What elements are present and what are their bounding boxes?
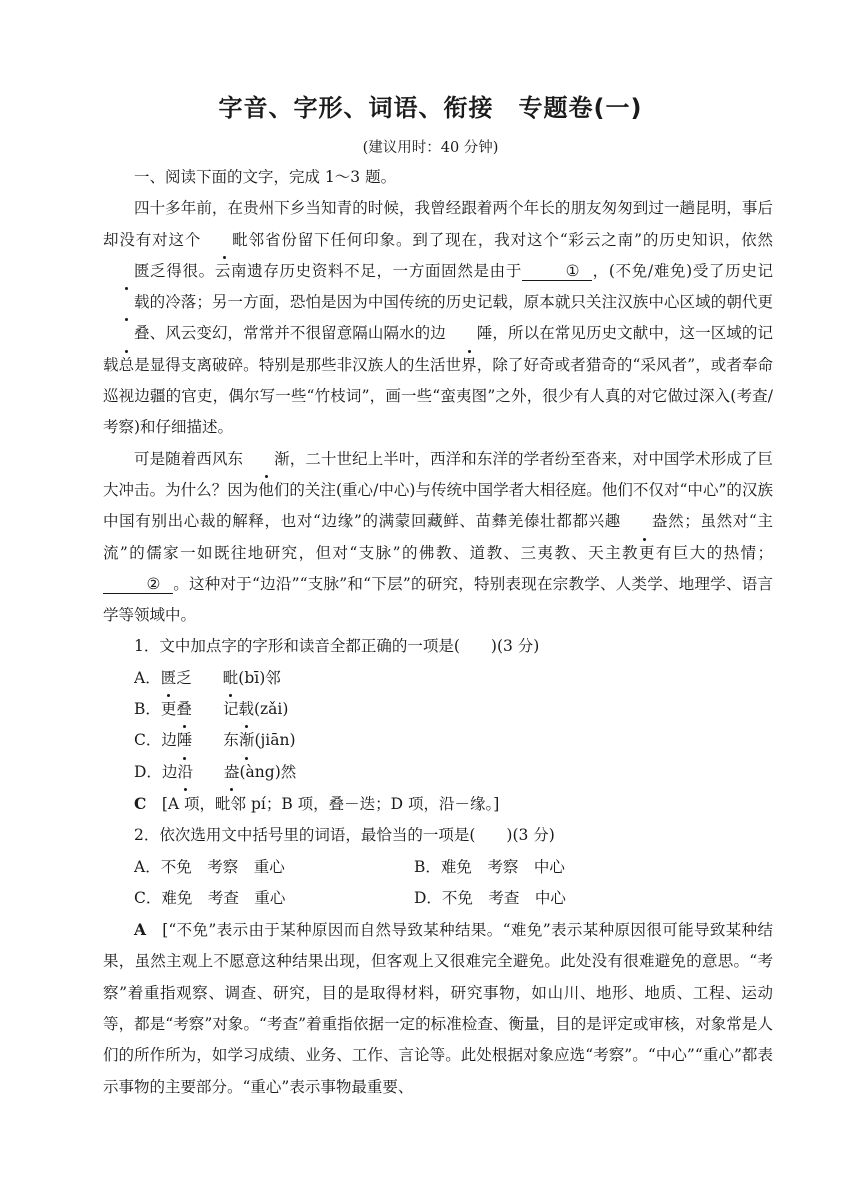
text-run: 、风云变幻，常常并不很留意隔山隔水的边 — [149, 324, 446, 343]
spacer — [192, 731, 223, 749]
dotted-char: 渐 — [243, 444, 290, 475]
question-2-stem: 2．依次选用文中括号里的词语，最恰当的一项是( )(3 分) — [134, 826, 555, 845]
spacer — [192, 700, 223, 718]
document-body — [103, 162, 773, 1103]
option-label: C． — [134, 731, 162, 750]
text-run: 更 — [160, 700, 177, 719]
text-run: 。这种对于“边沿”“支脉”和“下层”的研究，特别表现在宗教学、人类学、地理学、语言学等领域中。 — [103, 574, 773, 625]
dotted-char: 载 — [103, 287, 150, 318]
option-label: D． — [134, 762, 162, 781]
fill-blank-2: ② — [103, 575, 173, 594]
q2-option-c: C．难免 考查 重心 — [134, 888, 286, 907]
fill-blank-1: ① — [522, 262, 592, 281]
dotted-char: 盎 — [224, 757, 240, 788]
dotted-char: 匮 — [103, 256, 150, 287]
question-1-stem: 1．文中加点字的字形和读音全都正确的一项是( )(3 分) — [134, 637, 540, 656]
text-run: 东 — [223, 731, 239, 750]
answer-explanation: [A 项，毗邻 pí；B 项，叠－迭；D 项，沿－缘。] — [146, 794, 500, 813]
q2-options — [103, 852, 773, 915]
page-title: 字音、字形、词语、衔接 专题卷(一) — [218, 94, 643, 122]
q1-option-b — [103, 694, 773, 725]
answer-explanation: [“不免”表示由于某种原因而自然导致某种结果。“难免”表示某种原因很可能导致某种结果，虽然主观上不愿意这种结果出现，但客观上又很难完全避免。此处没有很难避免的意思。“考察”着重指观察、调查、研究，目的是取得材料，研究事物，如山川、地形、地质、工程、运动等，都是“考察”对象。“考查”着重指依据一定的标准检查、衡量，目的是评定或审核，对象常是人们的所作所为，如学习成绩、业务、工作、言论等。此处根据对象应选“考察”。“中心”“重心”都表示事物的主要部分。“重心”表示事物最重要、 — [103, 921, 773, 1096]
suggested-time: (建议用时：40 分钟) — [362, 140, 499, 156]
text-run: 邻省份留下任何印象。到了现在，我对这个“彩云之南”的历史知识，依然 — [247, 230, 773, 249]
q1-option-a — [103, 663, 773, 694]
dotted-char: 毗 — [223, 663, 239, 694]
passage-paragraph-1 — [103, 193, 773, 443]
text-run: 边 — [161, 731, 177, 750]
dotted-char: 沿 — [177, 757, 193, 788]
text-run: (jiān) — [254, 731, 296, 750]
answer-letter: A — [134, 920, 147, 940]
text-run: (àng)然 — [239, 762, 297, 781]
q2-option-a: A．不免 考察 重心 — [134, 857, 285, 876]
text-run: 边 — [161, 762, 178, 781]
dotted-char: 叠 — [176, 694, 192, 725]
text-run: 记 — [222, 700, 239, 719]
text-run: 乏 — [176, 668, 192, 687]
text-run: 四十多年前，在贵州下乡当知青的时候，我曾经跟着两个年长的朋友匆匆到过一趟昆明，事后却没有对这个 — [103, 199, 773, 249]
text-run: 可是随着西风东 — [134, 449, 244, 468]
text-run: 乏得很。云南遗存历史资料不足，一方面固然是由于 — [149, 261, 523, 280]
text-run: (bī)邻 — [238, 668, 281, 687]
q1-option-d — [103, 757, 773, 788]
passage-paragraph-2 — [103, 444, 773, 632]
text-run: (zǎi) — [253, 700, 289, 719]
dotted-char: 陲 — [446, 318, 493, 349]
q2-option-b: B．难免 考察 中心 — [414, 857, 565, 876]
question-1-answer — [103, 788, 773, 820]
question-2-answer — [103, 914, 773, 1103]
dotted-char: 载 — [238, 694, 254, 725]
text-run: 的冷落；另一方面，恐怕是因为中国传统的历史记载，原本就只关注汉族中心区域的朝代更 — [149, 293, 773, 312]
text-run: ，(不免/难免)受了历史记 — [592, 261, 773, 280]
text-run: ，所以在常见历史文献中，这一区域的记载总是显得支离破碎。特别是那些非汉族人的生活世界，除了好奇或者猎奇的“采风者”，或者奉命巡视边疆的官吏，偶尔写一些“竹枝词”，画一些“蛮夷图”之外，很少有人真的对它做过深入(考查/考察)和仔细描述。 — [103, 324, 773, 437]
answer-letter: C — [134, 793, 147, 813]
dotted-char: 渐 — [239, 725, 255, 756]
dotted-char: 毗 — [201, 225, 248, 256]
dotted-char: 叠 — [103, 318, 150, 349]
spacer — [192, 669, 223, 687]
q2-option-d: D．不免 考查 中心 — [414, 888, 566, 907]
text-run: 然；虽然对“主流”的儒家一如既往地研究，但对“支脉”的佛教、道教、三夷教、天主教更有巨大的热情； — [103, 512, 773, 562]
option-label: B． — [134, 700, 161, 719]
q1-option-c — [103, 725, 773, 756]
spacer — [193, 763, 224, 781]
text-run: ，二十世纪上半叶，西洋和东洋的学者纷至沓来，对中国学术形成了巨大冲击。为什么？因为他们的关注(重心/中心)与传统中国学者大相径庭。他们不仅对“中心”的汉族中国有别出心裁的解释，也对“边缘”的满蒙回藏鲜、苗彝羌傣壮都都兴趣 — [103, 449, 773, 531]
dotted-char: 陲 — [177, 725, 193, 756]
section-heading: 一、阅读下面的文字，完成 1～3 题。 — [134, 168, 397, 186]
dotted-char: 匮 — [161, 663, 177, 694]
option-label: A． — [134, 668, 161, 687]
dotted-char: 盎 — [621, 506, 668, 537]
